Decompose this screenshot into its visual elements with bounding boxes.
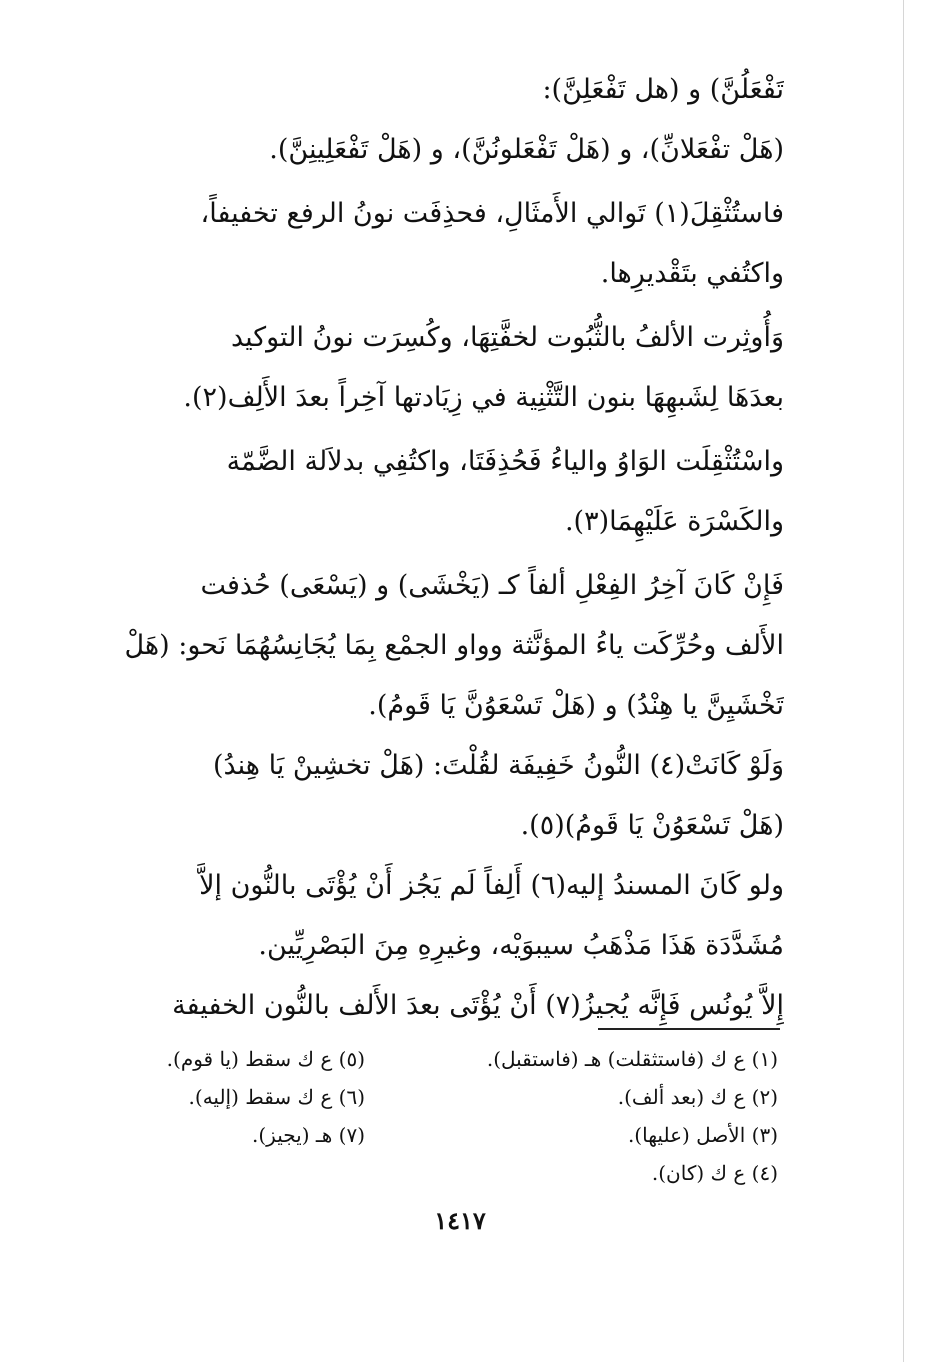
footnote: (٥) ع ك سقط (يا قوم). bbox=[166, 1047, 365, 1071]
text-line: وَلَوْ كَانَتْ(٤) النُّونُ خَفِيفَة لقُلْتَ: (هَلْ تخشِينْ يَا هِندُ) bbox=[212, 750, 784, 781]
text-line: ولو كَانَ المسندُ إليه(٦) أَلِفاً لَم يَجُز أَنْ يُؤْتَى بالنُّون إلاَّ bbox=[199, 870, 784, 901]
text-line: بعدَهَا لِشَبهِهَا بنون التَّثْنِية في زِيَادتها آخِراً بعدَ الأَلِف(٢). bbox=[183, 382, 784, 413]
text-line: مُشَدَّدَة هَذَا مَذْهَبُ سيبوَيْه، وغيرِهِ مِنَ البَصْرِيِّين. bbox=[258, 930, 784, 961]
footnotes-column-right bbox=[486, 1040, 778, 1192]
footnote: (٤) ع ك (كان). bbox=[651, 1161, 778, 1185]
text-line: وَأُوثِرت الألفُ بالثُّبُوت لخفَّتِهَا، وكُسِرَت نونُ التوكيد bbox=[230, 322, 784, 353]
footnote: (٧) هـ (يجيز). bbox=[252, 1123, 365, 1147]
text-line: والكَسْرَة عَلَيْهِمَا(٣). bbox=[564, 506, 784, 537]
text-line: واسْتُثْقِلَت الوَاوُ والياءُ فَحُذِفَتَا، واكتُفِي بدلاَلة الضَّمّة bbox=[226, 446, 784, 477]
footnote: (٣) الأصل (عليها). bbox=[627, 1123, 778, 1147]
text-line: تَفْعَلُنَّ) و (هل تَفْعَلِنَّ): bbox=[542, 74, 784, 105]
footnotes-column-left bbox=[120, 1040, 365, 1154]
text-line: إِلاَّ يُونُس فَإِنَّه يُجيزُ(٧) أَنْ يُؤْتَى بعدَ الأَلف بالنُّون الخفيفة bbox=[172, 990, 784, 1021]
footnote-separator bbox=[598, 1028, 780, 1030]
text-line: فاستُثْقِلَ(١) تَوالي الأَمثَالِ، فحذِفَت نونُ الرفع تخفيفاً، bbox=[200, 198, 784, 229]
footnote: (٢) ع ك (بعد ألف). bbox=[617, 1085, 778, 1109]
text-line: (هَلْ تفْعَلانِّ)، و (هَلْ تَفْعَلونُنَّ)، و (هَلْ تَفْعَلِينِنَّ). bbox=[269, 134, 784, 165]
text-line: الأَلف وحُرِّكَت ياءُ المؤنَّثة وواو الجمْع بِمَا يُجَانِسُهُمَا نَحو: (هَلْ bbox=[124, 630, 784, 661]
text-line: واكتُفي بتَقْديرِها. bbox=[600, 258, 784, 289]
text-line: فَإِنْ كَانَ آخِرُ الفِعْلِ ألفاً كـ (يَخْشَى) و (يَسْعَى) حُذفت bbox=[200, 570, 784, 601]
binding-edge-line bbox=[903, 0, 904, 1362]
footnote: (٦) ع ك سقط (إليه). bbox=[188, 1085, 365, 1109]
footnote: (١) ع ك (فاستثقلت) هـ (فاستقبل). bbox=[486, 1047, 778, 1071]
text-line: (هَلْ تَسْعَوُنْ يَا قَومُ)(٥). bbox=[520, 810, 784, 841]
text-line: تَخْشَيِنَّ يا هِنْدُ) و (هَلْ تَسْعَوُنَّ يَا قَومُ). bbox=[368, 690, 784, 721]
page-number: ١٤١٧ bbox=[434, 1206, 486, 1235]
main-text bbox=[112, 60, 784, 1036]
